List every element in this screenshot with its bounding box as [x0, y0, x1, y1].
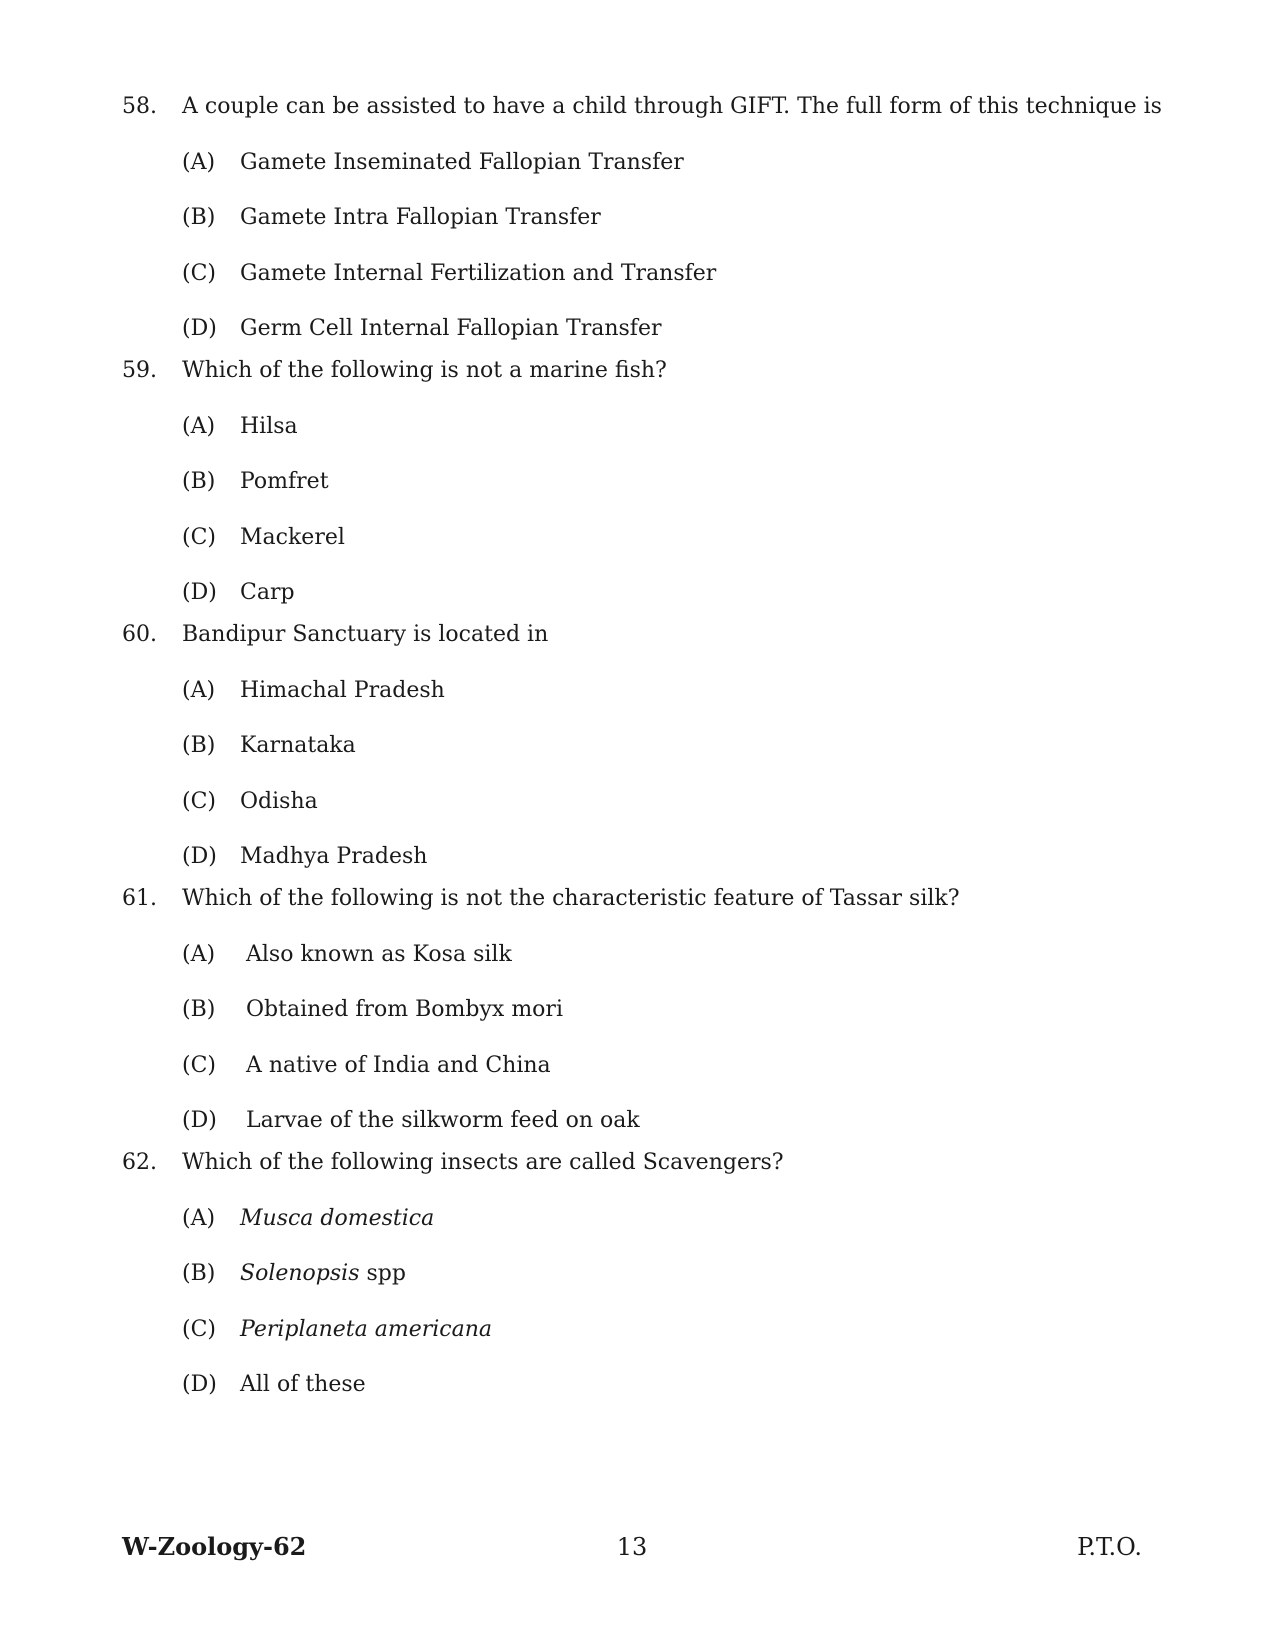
option-a — [122, 148, 1182, 178]
option-text: All of these — [240, 1372, 366, 1397]
option-c — [122, 1051, 1182, 1081]
question-text: Which of the following is not the characteristic feature of Tassar silk? — [182, 886, 960, 911]
option-b — [122, 467, 1182, 497]
question-61 — [122, 884, 1182, 1136]
option-text: Larvae of the silkworm feed on oak — [246, 1108, 640, 1133]
option-label: (B) — [182, 733, 216, 758]
option-label: (C) — [182, 1316, 216, 1342]
option-label: (D) — [182, 1372, 217, 1397]
option-c — [122, 1315, 1182, 1345]
option-text: Karnataka — [240, 733, 356, 758]
question-number: 62. — [122, 1150, 157, 1175]
option-c — [122, 259, 1182, 289]
option-label: (D) — [182, 1108, 217, 1133]
question-stem — [122, 620, 1182, 650]
option-b — [122, 731, 1182, 761]
question-number: 60. — [122, 622, 157, 647]
option-label: (C) — [182, 1052, 216, 1078]
option-d — [122, 314, 1182, 344]
option-a — [122, 1204, 1182, 1234]
question-number: 58. — [122, 94, 157, 119]
option-d — [122, 842, 1182, 872]
option-text: Mackerel — [240, 524, 345, 550]
option-text: Obtained from Bombyx mori — [246, 997, 563, 1022]
option-c — [122, 523, 1182, 553]
option-d — [122, 1370, 1182, 1400]
option-text: Periplaneta americana — [240, 1316, 493, 1342]
pto-label: P.T.O. — [1077, 1533, 1142, 1561]
option-text-rest: spp — [359, 1261, 406, 1286]
option-label: (A) — [182, 1205, 216, 1231]
option-text: Pomfret — [240, 469, 329, 494]
option-text: Germ Cell Internal Fallopian Transfer — [240, 316, 662, 341]
option-text: Himachal Pradesh — [240, 677, 445, 703]
option-b — [122, 203, 1182, 233]
page-number: 13 — [616, 1533, 648, 1561]
question-number: 61. — [122, 886, 157, 911]
page-footer — [122, 1530, 1142, 1564]
question-62 — [122, 1148, 1182, 1400]
question-text: Which of the following is not a marine fish? — [182, 358, 667, 383]
option-a — [122, 412, 1182, 442]
option-text-italic: Solenopsis — [240, 1261, 360, 1286]
question-text: Which of the following insects are called Scavengers? — [182, 1150, 784, 1175]
question-text: Bandipur Sanctuary is located in — [182, 622, 549, 647]
question-stem — [122, 356, 1182, 386]
option-label: (D) — [182, 580, 217, 605]
option-text: Odisha — [240, 788, 318, 814]
question-number: 59. — [122, 358, 157, 383]
option-text: Madhya Pradesh — [240, 844, 428, 869]
option-label: (B) — [182, 1261, 216, 1286]
option-text: Carp — [240, 580, 295, 605]
option-text: Also known as Kosa silk — [246, 941, 512, 967]
option-b — [122, 1259, 1182, 1289]
option-a — [122, 940, 1182, 970]
option-label: (D) — [182, 316, 217, 341]
option-text: Gamete Inseminated Fallopian Transfer — [240, 149, 684, 175]
question-stem — [122, 884, 1182, 914]
question-60 — [122, 620, 1182, 872]
option-label: (B) — [182, 997, 216, 1022]
option-label: (A) — [182, 941, 216, 967]
option-label: (B) — [182, 205, 216, 230]
question-58 — [122, 92, 1182, 344]
option-text: Gamete Internal Fertilization and Transfer — [240, 260, 717, 286]
option-label: (A) — [182, 677, 216, 703]
option-text: Musca domestica — [240, 1205, 435, 1231]
option-label: (B) — [182, 469, 216, 494]
option-label: (C) — [182, 260, 216, 286]
option-text: A native of India and China — [246, 1052, 551, 1078]
option-text: Gamete Intra Fallopian Transfer — [240, 205, 601, 230]
option-label: (C) — [182, 524, 216, 550]
question-stem — [122, 1148, 1182, 1178]
option-text — [240, 1259, 406, 1289]
option-c — [122, 787, 1182, 817]
option-label: (D) — [182, 844, 217, 869]
option-a — [122, 676, 1182, 706]
option-label: (A) — [182, 149, 216, 175]
option-label: (C) — [182, 788, 216, 814]
option-d — [122, 1106, 1182, 1136]
option-b — [122, 995, 1182, 1025]
option-d — [122, 578, 1182, 608]
option-text: Hilsa — [240, 413, 298, 439]
option-label: (A) — [182, 413, 216, 439]
question-text: A couple can be assisted to have a child through GIFT. The full form of this technique is — [182, 94, 1162, 119]
question-stem — [122, 92, 1182, 122]
question-59 — [122, 356, 1182, 608]
paper-code: W-Zoology-62 — [122, 1532, 307, 1561]
